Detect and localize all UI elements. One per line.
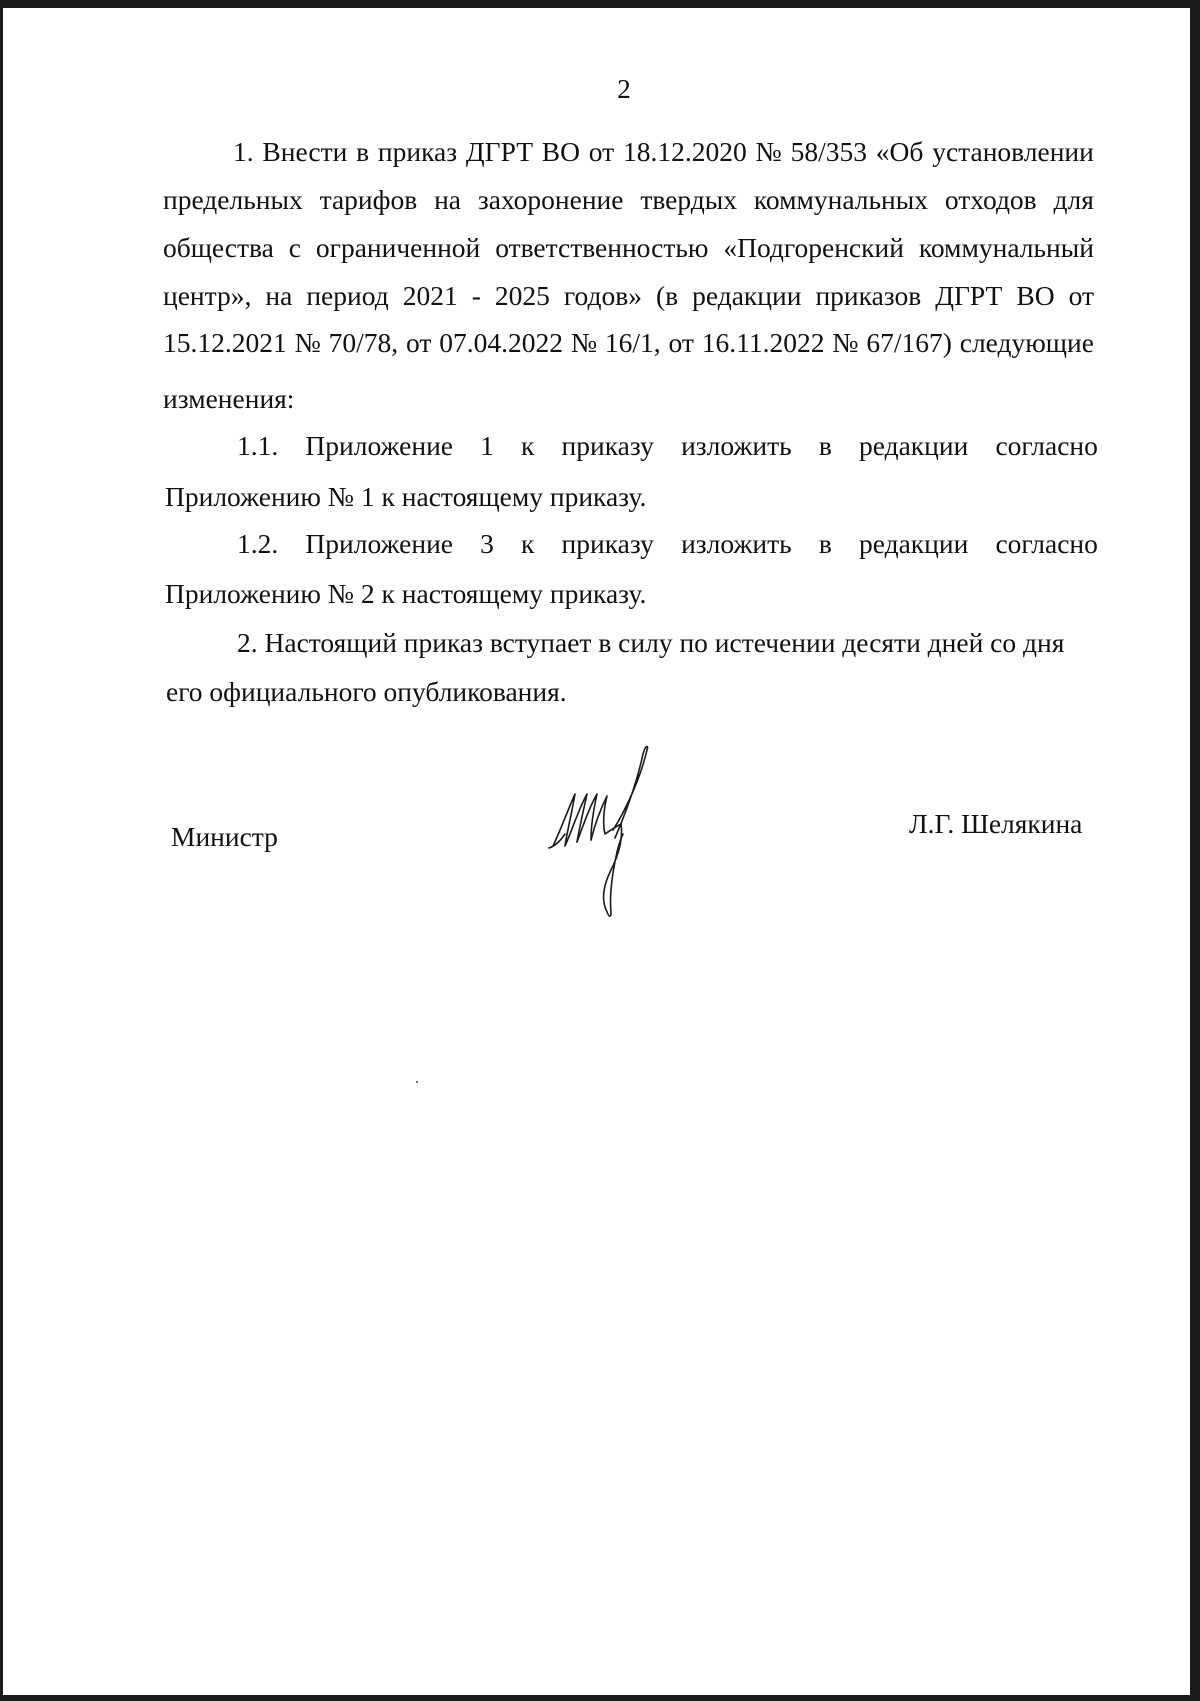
word: «Об [875,136,924,167]
position-title: Министр [171,821,278,852]
word: редакции [692,280,802,311]
word: изложить [681,528,792,559]
word: 1.1. [237,430,279,461]
word: редакции [859,528,969,559]
word: ответственностью [495,232,709,263]
word: на [434,184,461,215]
word: «Подгоренский [723,232,904,263]
word: центр», [163,280,252,311]
word: установлении [932,136,1094,167]
word: от [588,136,615,167]
word: в [818,430,832,461]
text-line: 2. Настоящий приказ вступает в силу по истечении десяти дней со дня [237,627,1065,658]
word: изложить [681,430,792,461]
word: для [1053,184,1094,215]
word: Приложение [305,528,453,559]
word: 07.04.2022 [439,327,563,358]
word: захоронение [477,184,624,215]
word: приказов [815,280,922,311]
word: № [570,327,598,358]
scan-speck [416,1081,418,1083]
word: 3 [480,528,494,559]
word: от [1068,280,1094,311]
word: период [306,280,389,311]
word: № [832,327,859,358]
paragraph-1-line-3 [163,232,1094,264]
word: 18.12.2020 [623,136,747,167]
word: ДГРТ [935,280,1003,311]
word: следующие [959,327,1094,358]
word: № [755,136,782,167]
word: общества [163,232,274,263]
word: 2025 [494,280,550,311]
word: коммунальных [753,184,928,215]
word: 15.12.2021 [163,327,287,358]
word: приказу [561,430,654,461]
word: на [265,280,293,311]
word: - [471,280,481,311]
word: в [356,136,370,167]
word: приказу [561,528,654,559]
word: от [406,327,432,358]
word: тарифов [319,184,418,215]
handwritten-signature [545,742,695,927]
paragraph-1-line-4 [163,280,1094,312]
text-line: Приложению № 1 к настоящему приказу. [165,481,647,512]
word: ДГРТ [465,136,533,167]
text-line: изменения: [163,383,295,414]
word: 58/353 [790,136,867,167]
paragraph-4-line-2 [166,676,567,708]
word: отходов [944,184,1037,215]
page-number: 2 [617,74,631,104]
paragraph-4-line-1 [237,627,1064,659]
word: Приложение [305,430,453,461]
word: 1.2. [237,528,279,559]
text-line: его официального опубликования. [166,676,567,707]
word: ВО [1016,280,1055,311]
word: приказ [377,136,458,167]
paragraph-1-line-6 [163,383,294,415]
paragraph-2-line-2 [165,481,646,513]
word: № [294,327,321,358]
word: твердых [640,184,737,215]
word: согласно [995,528,1098,559]
word: 16.11.2022 [701,327,825,358]
word: 1 [480,430,494,461]
word: с [288,232,301,263]
word: ВО [541,136,580,167]
word: к [521,528,535,559]
word: 2021 [402,280,458,311]
paragraph-1-line-2 [163,184,1094,216]
word: Внести [262,136,348,167]
word: ограниченной [315,232,481,263]
paragraph-1-line-1 [233,136,1094,168]
word: от [668,327,694,358]
word: согласно [995,430,1098,461]
paragraph-3-line-2 [165,578,646,610]
paragraph-3-line-1 [237,528,1098,560]
word: к [521,430,535,461]
word: предельных [163,184,303,215]
paragraph-1-line-5 [163,327,1094,359]
signatory-name: Л.Г. Шелякина [909,808,1083,839]
word: редакции [859,430,969,461]
word: 16/1, [604,327,661,358]
word: годов» [563,280,642,311]
word: 1. [233,136,254,167]
paragraph-2-line-1 [237,430,1098,462]
word: (в [655,280,679,311]
text-line: Приложению № 2 к настоящему приказу. [165,578,647,609]
word: 70/78, [328,327,399,358]
word: в [818,528,832,559]
word: 67/167) [866,327,952,358]
word: коммунальный [918,232,1094,263]
